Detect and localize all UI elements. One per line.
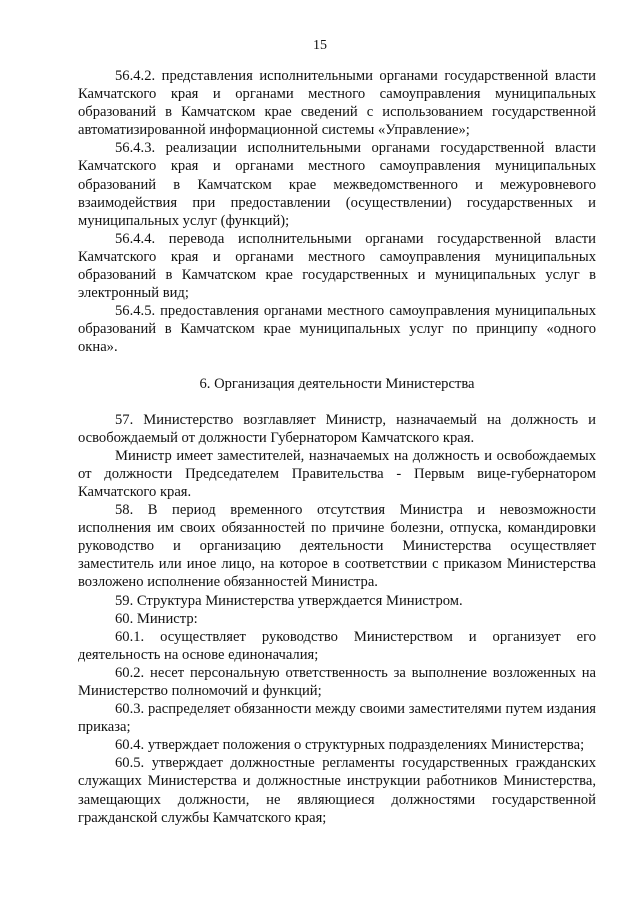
paragraph-57: 57. Министерство возглавляет Министр, назначаемый на должность и освобождаемый от должности Губернатором Камчатского края. <box>78 411 596 446</box>
paragraph-59: 59. Структура Министерства утверждается Министром. <box>115 592 463 609</box>
paragraph-56-4-4: 56.4.4. перевода исполнительными органами государственной власти Камчатского края и органами местного самоуправления муниципальных образований в Камчатском крае государственных и муниципальных услуг в электронный вид; <box>78 230 596 302</box>
paragraph-60: 60. Министр: <box>115 610 198 627</box>
paragraph-60-4: 60.4. утверждает положения о структурных подразделениях Министерства; <box>115 737 585 754</box>
section-title: 6. Организация деятельности Министерства <box>199 375 475 392</box>
paragraph-60-3: 60.3. распределяет обязанности между своими заместителями путем издания приказа; <box>78 701 596 736</box>
paragraph-minister-deputies: Министр имеет заместителей, назначаемых на должность и освобождаемых от должности Председателем Правительства - Первым вице-губернатором Камчатского края. <box>78 447 596 500</box>
paragraph-60-5: 60.5. утверждает должностные регламенты государственных гражданских служащих Министерства и должностные инструкции работников Министерства, замещающих должности, не являющиеся должностями государственной гражданской службы Камчатского края; <box>78 755 596 826</box>
paragraph-56-4-2: 56.4.2. представления исполнительными органами государственной власти Камчатского края и органами местного самоуправления муниципальных образований в Камчатском крае сведений с использованием государственной автоматизированной информационной системы «Управление»; <box>78 68 596 139</box>
paragraph-60-2: 60.2. несет персональную ответственность за выполнение возложенных на Министерство полномочий и функций; <box>78 664 596 699</box>
paragraph-60-1: 60.1. осуществляет руководство Министерством и организует его деятельность на основе единоначалия; <box>78 628 596 663</box>
paragraph-56-4-5: 56.4.5. предоставления органами местного самоуправления муниципальных образований в Камчатском крае муниципальных услуг по принципу «одного окна». <box>78 303 596 356</box>
document-body <box>78 67 596 827</box>
paragraph-58: 58. В период временного отсутствия Министра и невозможности исполнения им своих обязанностей по причине болезни, отпуска, командировки руководство и организацию деятельности Министерства осуществляет заместитель или иное лицо, на которое в соответствии с приказом Министерства возложено исполнение обязанностей Министра. <box>78 502 596 591</box>
page-number: 15 <box>313 38 327 53</box>
paragraph-56-4-3: 56.4.3. реализации исполнительными органами государственной власти Камчатского края и органами местного самоуправления муниципальных образований в Камчатском крае межведомственного и межуровневого взаимодействия при предоставлении (осуществлении) государственных и муниципальных услуг (функций); <box>78 140 596 229</box>
